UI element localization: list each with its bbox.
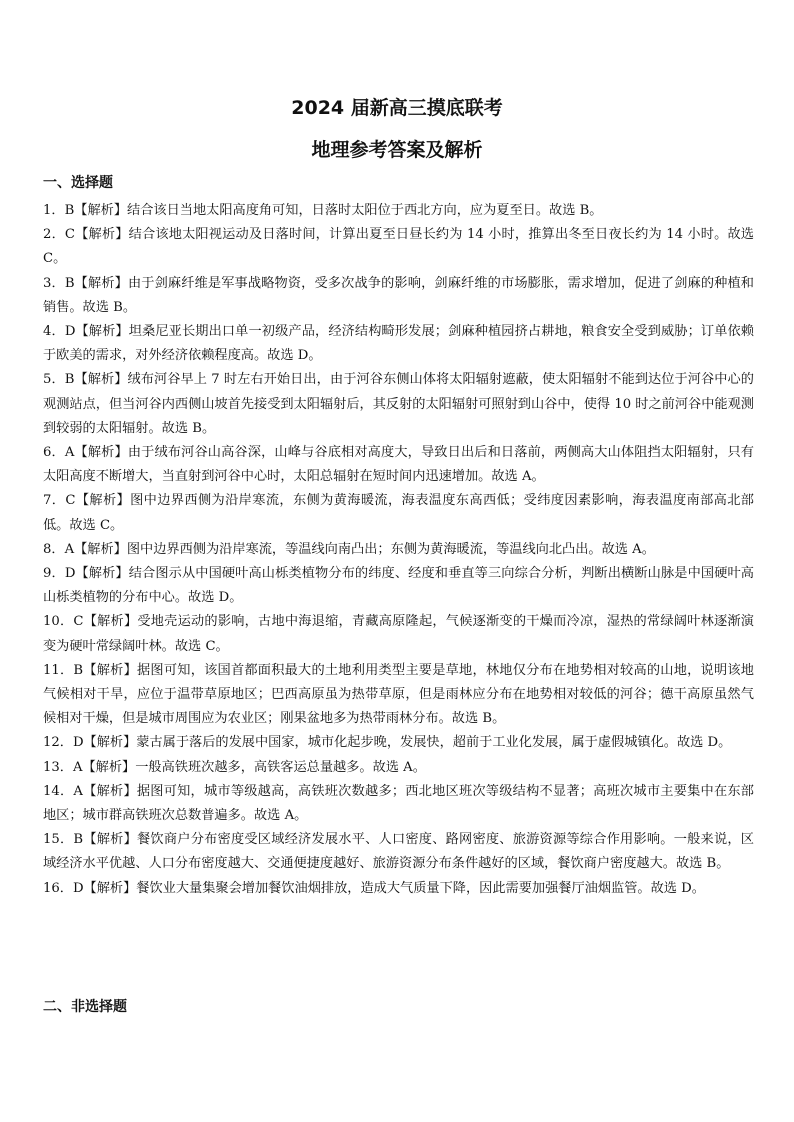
answer-item-4: 4．D【解析】坦桑尼亚长期出口单一初级产品，经济结构畸形发展；剑麻种植园挤占耕地，粮食安全受到威胁；订单依赖于欧美的需求，对外经济依赖程度高。故选 D。 [43,324,754,364]
answer-item-16: 16．D【解析】餐饮业大量集聚会增加餐饮油烟排放，造成大气质量下降，因此需要加强餐厅油烟监管。故选 D。 [43,880,705,896]
answer-item-12: 12．D【解析】蒙古属于落后的发展中国家，城市化起步晚，发展快，超前于工业化发展，属于虚假城镇化。故选 D。 [43,735,732,751]
document-subtitle: 地理参考答案及解析 [311,139,483,161]
answer-item-10: 10．C【解析】受地壳运动的影响，古地中海退缩，青藏高原隆起，气候逐渐变的干燥而冷凉，湿热的常绿阔叶林逐渐演变为硬叶常绿阔叶林。故选 C。 [43,614,754,654]
answer-list [43,199,754,901]
answer-item-15: 15．B【解析】餐饮商户分布密度受区域经济发展水平、人口密度、路网密度、旅游资源等综合作用影响。一般来说，区域经济水平优越、人口分布密度越大、交通便捷度越好、旅游资源分布条件越好的区域，餐饮商户密度越大。故选 B。 [43,832,754,872]
answer-item-1: 1．B【解析】结合该日当地太阳高度角可知，日落时太阳位于西北方向，应为夏至日。故选 B。 [43,203,603,218]
answer-item-9: 9．D【解析】结合图示从中国硬叶高山栎类植物分布的纬度、经度和垂直等三向综合分析，判断出横断山脉是中国硬叶高山栎类植物的分布中心。故选 D。 [43,566,754,606]
answer-item-6: 6．A【解析】由于绒布河谷山高谷深，山峰与谷底相对高度大，导致日出后和日落前，两侧高大山体阻挡太阳辐射，只有太阳高度不断增大，当直射到河谷中心时，太阳总辐射在短时间内迅速增加。故选 A。 [43,445,754,485]
answer-item-14: 14．A【解析】据图可知，城市等级越高，高铁班次数越多；西北地区班次等级结构不显著；高班次城市主要集中在东部地区；城市群高铁班次总数普遍多。故选 A。 [43,783,754,824]
answer-item-8: 8．A【解析】图中边界西侧为沿岸寒流，等温线向南凸出；东侧为黄海暖流，等温线向北凸出。故选 A。 [43,541,655,557]
answer-item-2: 2．C【解析】结合该地太阳视运动及日落时间，计算出夏至日昼长约为 14 小时，推算出冬至日夜长约为 14 小时。故选 C。 [43,227,754,267]
document-title: 2024 届新高三摸底联考 [291,97,503,119]
section-heading-non-choice: 二、非选择题 [43,999,127,1015]
answer-item-11: 11．B【解析】据图可知，该国首都面积最大的土地利用类型主要是草地，林地仅分布在地势相对较高的山地，说明该地气候相对干旱，应位于温带草原地区；巴西高原虽为热带草原，但是雨林应分布在地势相对较低的河谷；德干高原虽然气候相对干燥，但是城市周围应为农业区；刚果盆地多为热带雨林分布。故选 B。 [43,662,754,727]
answer-item-5: 5．B【解析】绒布河谷早上 7 时左右开始日出，由于河谷东侧山体将太阳辐射遮蔽，使太阳辐射不能到达位于河谷中心的观测站点，但当河谷内西侧山坡首先接受到太阳辐射后，其反射的太阳辐射可照射到山谷中，使得 10 时之前河谷中能观测到较弱的太阳辐射。故选 B。 [43,372,754,436]
answer-item-3: 3．B【解析】由于剑麻纤维是军事战略物资，受多次战争的影响，剑麻纤维的市场膨胀，需求增加，促进了剑麻的种植和销售。故选 B。 [43,275,754,315]
section-heading-choice: 一、选择题 [43,175,113,191]
answer-item-13: 13．A【解析】一般高铁班次越多，高铁客运总量越多。故选 A。 [43,759,426,775]
answer-item-7: 7．C【解析】图中边界西侧为沿岸寒流，东侧为黄海暖流，海表温度东高西低；受纬度因素影响，海表温度南部高北部低。故选 C。 [43,493,754,533]
